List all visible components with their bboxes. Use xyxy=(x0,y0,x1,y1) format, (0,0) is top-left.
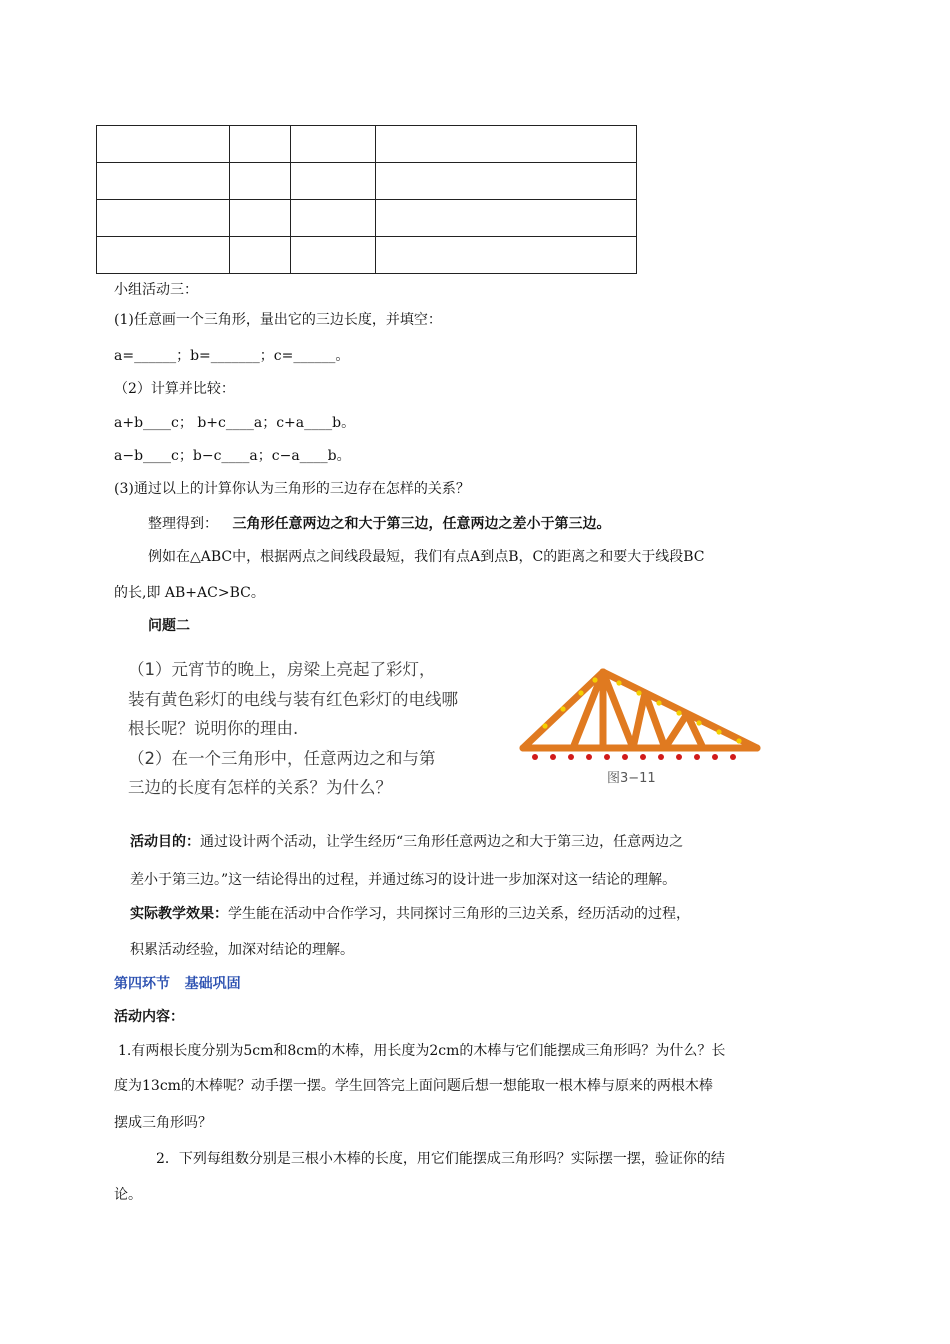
figure-text-line: 三边的长度有怎样的关系？为什么？ xyxy=(128,778,392,797)
table-cell xyxy=(291,237,376,274)
textbook-figure-text xyxy=(128,655,508,803)
purpose-line-1 xyxy=(130,831,683,851)
table-cell xyxy=(230,126,291,163)
step-1-text: (1)任意画一个三角形，量出它的三边长度，并填空： xyxy=(114,312,442,328)
roof-truss-illustration xyxy=(515,660,765,790)
effect-label: 实际教学效果： xyxy=(130,906,228,922)
purpose-text: 通过设计两个活动，让学生经历“三角形任意两边之和大于第三边，任意两边之 xyxy=(200,834,684,850)
summary xyxy=(148,513,610,533)
table-row xyxy=(97,237,637,274)
effect-line-2: 积累活动经验，加深对结论的理解。 xyxy=(130,942,354,958)
example-line-1: 例如在△ABC中，根据两点之间线段最短，我们有点A到点B，C的距离之和要大于线段BC xyxy=(148,549,705,565)
effect-text: 学生能在活动中合作学习，共同探讨三角形的三边关系，经历活动的过程， xyxy=(228,906,690,922)
activity-content-label: 活动内容： xyxy=(114,1009,184,1025)
item-1-line-3: 摆成三角形吗？ xyxy=(114,1115,212,1131)
table-cell xyxy=(376,126,637,163)
figure-text-line: 根长呢？说明你的理由. xyxy=(128,719,299,738)
table-cell xyxy=(291,126,376,163)
blank-table xyxy=(96,125,637,274)
compare-diff-text: a−b____c；b−c____a；c−a____b。 xyxy=(114,448,351,464)
purpose-line-2: 差小于第三边。”这一结论得出的过程，并通过练习的设计进一步加深对这一结论的理解。 xyxy=(130,872,677,888)
table-cell xyxy=(376,163,637,200)
section-4-title: 第四环节 基础巩固 xyxy=(114,976,241,992)
table-cell xyxy=(230,163,291,200)
summary-conclusion: 三角形任意两边之和大于第三边，任意两边之差小于第三边。 xyxy=(232,516,611,532)
compare-sum-text: a+b____c； b+c____a；c+a____b。 xyxy=(114,415,356,431)
truss-beams xyxy=(523,672,757,748)
table-cell xyxy=(97,163,230,200)
table-row xyxy=(97,126,637,163)
fill-sides-text: a=______；b=_______；c=______。 xyxy=(114,348,350,364)
table-cell xyxy=(230,237,291,274)
question-2-title: 问题二 xyxy=(148,618,190,634)
table-row xyxy=(97,163,637,200)
table-cell xyxy=(230,200,291,237)
step-3-text: (3)通过以上的计算你认为三角形的三边存在怎样的关系？ xyxy=(114,481,470,497)
group-activity-title: 小组活动三： xyxy=(114,282,198,298)
item-2-line-2: 论。 xyxy=(114,1187,142,1203)
red-lights xyxy=(532,754,736,760)
figure-text-line: 装有黄色彩灯的电线与装有红色彩灯的电线哪 xyxy=(128,689,458,709)
table-cell xyxy=(376,237,637,274)
figure-caption: 图3−11 xyxy=(607,771,656,786)
table-cell xyxy=(291,163,376,200)
figure-text-line: （1）元宵节的晚上，房梁上亮起了彩灯， xyxy=(128,660,436,679)
purpose-label: 活动目的： xyxy=(130,834,200,850)
table-cell xyxy=(97,126,230,163)
step-2-text: （2）计算并比较： xyxy=(114,381,235,397)
figure-text-line: （2）在一个三角形中，任意两边之和与第 xyxy=(128,748,436,768)
table-cell xyxy=(97,200,230,237)
item-1-line-1: 1.有两根长度分别为5cm和8cm的木棒，用长度为2cm的木棒与它们能摆成三角形吗？为什么？长 xyxy=(118,1043,726,1059)
item-2-line-1: 2．下列每组数分别是三根小木棒的长度，用它们能摆成三角形吗？实际摆一摆，验证你的结 xyxy=(156,1151,725,1167)
table-cell xyxy=(291,200,376,237)
table-cell xyxy=(376,200,637,237)
table-cell xyxy=(97,237,230,274)
effect-line-1 xyxy=(130,903,690,923)
item-1-line-2: 度为13cm的木棒呢？动手摆一摆。学生回答完上面问题后想一想能取一根木棒与原来的两根木棒 xyxy=(114,1078,713,1094)
table-row xyxy=(97,200,637,237)
summary-label: 整理得到： xyxy=(148,516,218,532)
example-line-2: 的长,即 AB+AC>BC。 xyxy=(114,585,265,601)
